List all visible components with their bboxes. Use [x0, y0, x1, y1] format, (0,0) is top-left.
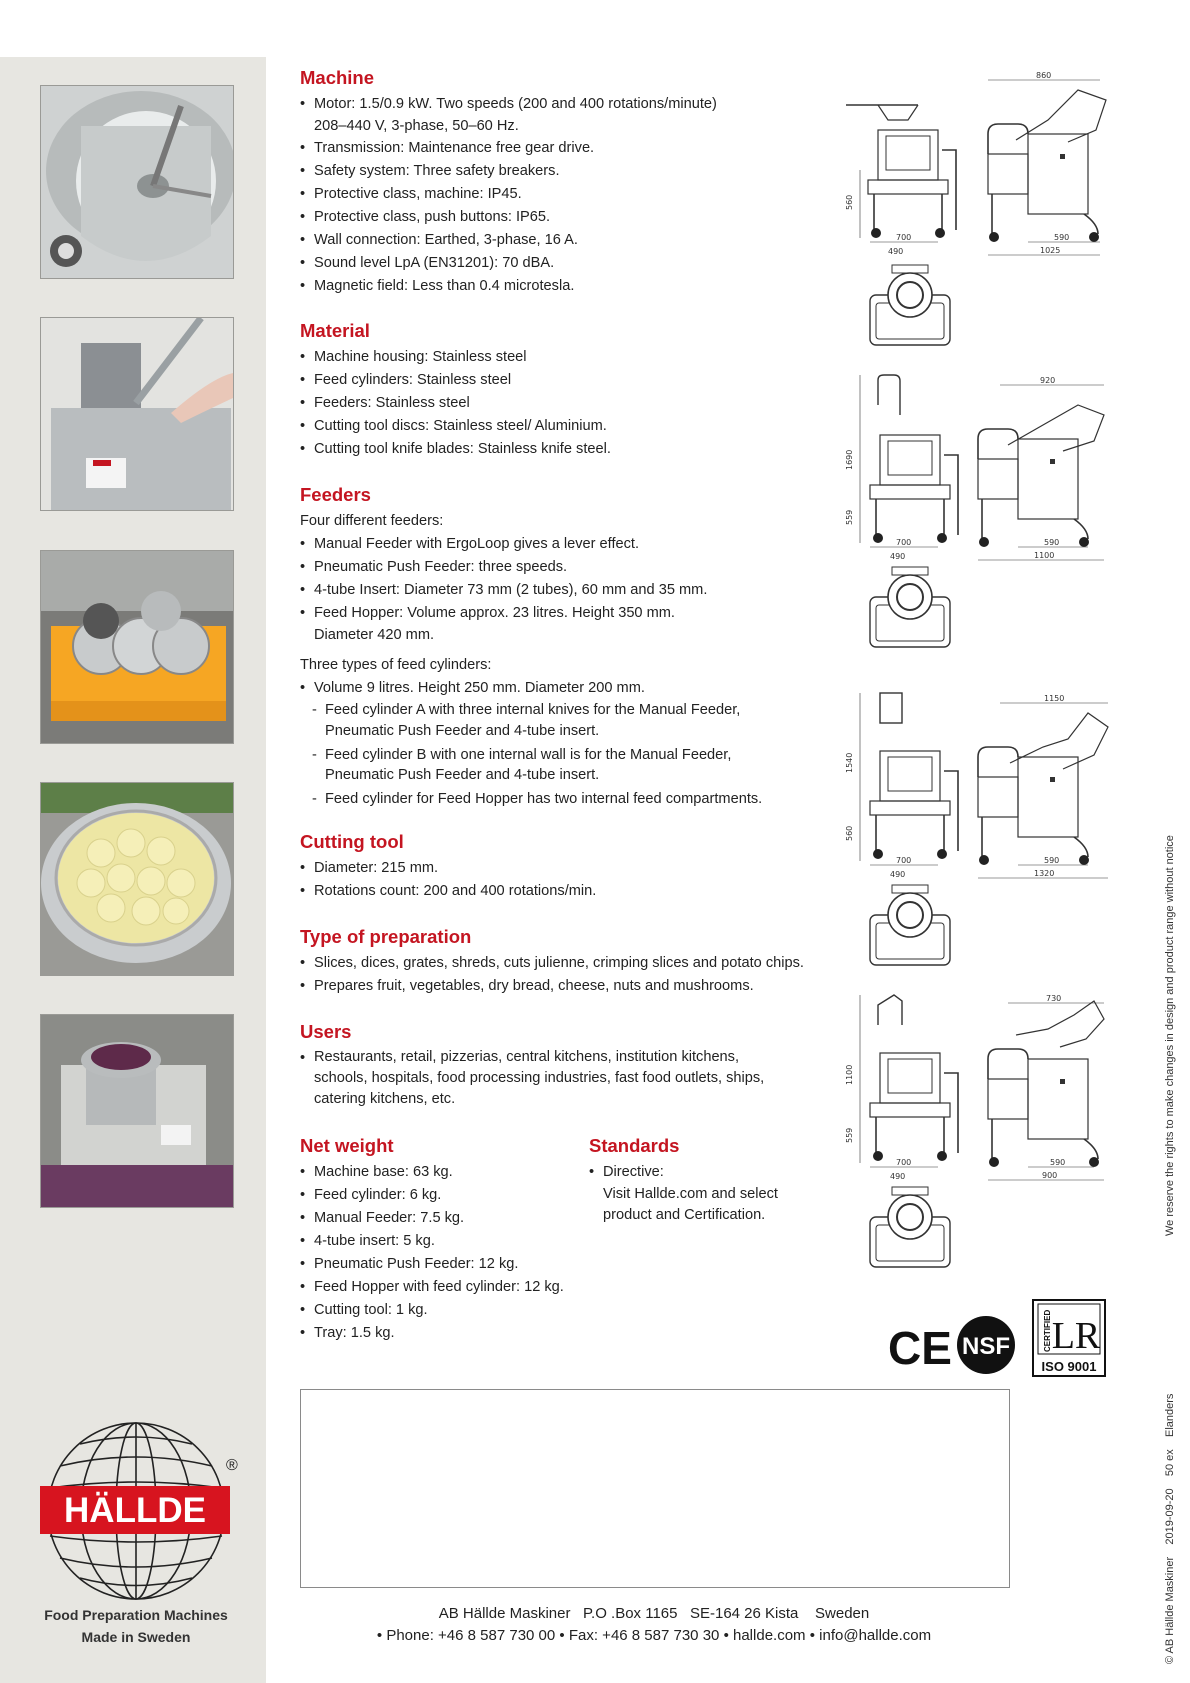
- feeders-intro: Four different feeders:: [300, 513, 444, 529]
- preparation-item: • Prepares fruit, vegetables, dry bread, cheese, nuts and mushrooms.: [300, 975, 900, 998]
- dim-3-left2: 560: [845, 825, 854, 841]
- users-heading: Users: [300, 1020, 352, 1042]
- weight-item: • 4-tube insert: 5 kg.: [300, 1230, 590, 1253]
- brand-name: HÄLLDE: [64, 1491, 206, 1530]
- dealer-contact-box: [300, 1389, 1010, 1588]
- drawing-4: [845, 994, 1104, 1267]
- photo-potatoes: [40, 782, 234, 976]
- dim-1-w1: 700: [896, 233, 912, 242]
- section-material: [300, 319, 860, 461]
- weight-item: • Feed Hopper with feed cylinder: 12 kg.: [300, 1276, 590, 1299]
- cylinder-item: • Volume 9 litres. Height 250 mm. Diameter 200 mm.: [300, 677, 860, 700]
- weight-item: • Cutting tool: 1 kg.: [300, 1299, 590, 1322]
- material-item: • Feeders: Stainless steel: [300, 392, 860, 415]
- dim-3-w1: 700: [896, 856, 912, 865]
- material-item: • Feed cylinders: Stainless steel: [300, 369, 860, 392]
- dim-4-top: 730: [1046, 994, 1062, 1003]
- drawing-2-top: [870, 567, 950, 647]
- cylinders-intro: Three types of feed cylinders:: [300, 657, 492, 673]
- machine-item: • Protective class, push buttons: IP65.: [300, 206, 860, 229]
- weight-item: • Pneumatic Push Feeder: 12 kg.: [300, 1253, 590, 1276]
- certification-marks: [888, 1298, 1108, 1378]
- dim-4-left: 1100: [845, 1064, 854, 1085]
- cylinder-type: - Feed cylinder A with three internal knives for the Manual Feeder, Pneumatic Push Feeder and 4-tube insert.: [312, 700, 860, 742]
- fax: Fax: +46 8 587 730 30: [568, 1627, 720, 1644]
- drawing-3: [845, 693, 1108, 965]
- dim-3-left: 1540: [845, 752, 854, 773]
- dim-1-top: 860: [1036, 71, 1052, 80]
- section-machine: [300, 66, 860, 298]
- dim-1-left: 560: [845, 194, 854, 210]
- machine-item: • Protective class, machine: IP45.: [300, 183, 860, 206]
- cylinder-type: - Feed cylinder for Feed Hopper has two internal feed compartments.: [312, 789, 860, 810]
- drawing-4-top: [870, 1187, 950, 1267]
- weight-item: • Feed cylinder: 6 kg.: [300, 1184, 590, 1207]
- section-users: [300, 1020, 860, 1110]
- dim-4-base: 490: [890, 1172, 906, 1181]
- section-feeders: [300, 483, 860, 810]
- machine-item: • Safety system: Three safety breakers.: [300, 160, 860, 183]
- machine-item: • Wall connection: Earthed, 3-phase, 16 A.: [300, 229, 860, 252]
- contact-line: • Phone: +46 8 587 730 00 • Fax: +46 8 587 730 30 • hallde.com • info@hallde.com: [376, 1627, 932, 1644]
- dim-2-base: 490: [890, 552, 906, 561]
- print-info: © AB Hällde Maskiner 2019-09-20 50 ex Elanders: [1164, 1393, 1176, 1664]
- dim-4-w2: 590: [1050, 1158, 1066, 1167]
- cutting-tool-heading: Cutting tool: [300, 830, 404, 852]
- drawing-2: [845, 375, 1104, 647]
- registered-mark: ®: [226, 1457, 238, 1474]
- drawing-1: [845, 71, 1106, 345]
- dim-2-w2: 590: [1044, 538, 1060, 547]
- material-heading: Material: [300, 320, 370, 341]
- users-item: • Restaurants, retail, pizzerias, central kitchens, institution kitchens, schools, hospitals, food processing industries, fast food outlets, ships, catering kitchens, etc.: [300, 1047, 860, 1110]
- dim-2-left2: 559: [845, 509, 854, 525]
- ce-mark: CE: [888, 1322, 952, 1374]
- photo-manual-feeder: [40, 317, 234, 511]
- preparation-item: • Slices, dices, grates, shreds, cuts julienne, crimping slices and potato chips.: [300, 952, 900, 975]
- weight-item: • Manual Feeder: 7.5 kg.: [300, 1207, 590, 1230]
- feeder-item: • Pneumatic Push Feeder: three speeds.: [300, 556, 860, 579]
- section-cutting-tool: [300, 830, 860, 903]
- photo-cutting-tools: [40, 550, 234, 744]
- drawing-2-side: [978, 429, 1089, 547]
- dim-2-left: 1690: [845, 449, 854, 470]
- feeder-item: • 4-tube Insert: Diameter 73 mm (2 tubes), 60 mm and 35 mm.: [300, 579, 860, 602]
- iso-9001-mark: [1033, 1300, 1105, 1376]
- photo-red-cabbage: [40, 1014, 234, 1208]
- spec-content: [300, 66, 860, 1354]
- dim-1-w3: 1025: [1040, 246, 1061, 255]
- svg-text:NSF: NSF: [962, 1333, 1010, 1360]
- dim-1-base: 490: [888, 247, 904, 256]
- machine-item: • Motor: 1.5/0.9 kW. Two speeds (200 and 400 rotations/minute) 208–440 V, 3-phase, 50–60 Hz.: [300, 93, 860, 137]
- section-standards: [589, 1134, 829, 1226]
- preparation-heading: Type of preparation: [300, 925, 472, 947]
- drawing-3-front: [870, 751, 958, 859]
- dim-3-top: 1150: [1044, 694, 1065, 703]
- net-weight-heading: Net weight: [300, 1134, 394, 1156]
- photo-feed-cylinder: [40, 85, 234, 279]
- dim-1-w2: 590: [1054, 233, 1070, 242]
- cutting-tool-item: • Rotations count: 200 and 400 rotations/min.: [300, 880, 860, 903]
- material-item: • Cutting tool discs: Stainless steel/ Aluminium.: [300, 415, 860, 438]
- drawing-4-side: [988, 1049, 1099, 1167]
- website-link[interactable]: hallde.com: [733, 1627, 806, 1644]
- machine-heading: Machine: [300, 67, 375, 88]
- technical-drawings: [838, 70, 1128, 1310]
- standards-heading: Standards: [589, 1134, 680, 1156]
- footer-address: [300, 1603, 1008, 1647]
- tagline-line2: Made in Sweden: [81, 1629, 191, 1645]
- section-net-weight: [300, 1134, 590, 1345]
- weight-standards-row: [300, 1134, 860, 1354]
- disclaimer-note: We reserve the rights to make changes in design and product range without notice: [1164, 835, 1176, 1236]
- dim-3-base: 490: [890, 870, 906, 879]
- cutting-tool-item: • Diameter: 215 mm.: [300, 857, 860, 880]
- weight-item: • Machine base: 63 kg.: [300, 1161, 590, 1184]
- tagline: [20, 1604, 252, 1648]
- feeders-heading: Feeders: [300, 484, 371, 505]
- weight-item: • Tray: 1.5 kg.: [300, 1322, 590, 1345]
- section-preparation: [300, 925, 860, 998]
- drawing-1-top: [870, 265, 950, 345]
- dim-4-w1: 700: [896, 1158, 912, 1167]
- cylinder-type: - Feed cylinder B with one internal wall is for the Manual Feeder, Pneumatic Push Feeder and 4-tube insert.: [312, 745, 860, 787]
- svg-text:LR: LR: [1051, 1315, 1101, 1357]
- hallde-logo: [38, 1418, 248, 1604]
- drawing-2-front: [870, 435, 958, 543]
- standards-item: • Directive: Visit Hallde.com and select product and Certification.: [589, 1161, 829, 1226]
- dim-3-w2: 590: [1044, 856, 1060, 865]
- drawing-4-front: [870, 1053, 958, 1161]
- material-item: • Cutting tool knife blades: Stainless knife steel.: [300, 438, 860, 461]
- material-item: • Machine housing: Stainless steel: [300, 346, 860, 369]
- dim-3-w3: 1320: [1034, 869, 1055, 878]
- feeder-item: • Manual Feeder with ErgoLoop gives a lever effect.: [300, 533, 860, 556]
- drawing-1-front: [868, 130, 956, 238]
- dim-4-w3: 900: [1042, 1171, 1058, 1180]
- phone: Phone: +46 8 587 730 00: [386, 1627, 556, 1644]
- nsf-mark: [957, 1316, 1015, 1374]
- email-link[interactable]: info@hallde.com: [819, 1627, 932, 1644]
- machine-item: • Transmission: Maintenance free gear drive.: [300, 137, 860, 160]
- svg-text:ISO 9001: ISO 9001: [1041, 1359, 1097, 1374]
- dim-2-w1: 700: [896, 538, 912, 547]
- company-address: AB Hällde Maskiner P.O .Box 1165 SE-164 26 Kista Sweden: [438, 1605, 870, 1622]
- drawing-3-top: [870, 885, 950, 965]
- machine-item: • Sound level LpA (EN31201): 70 dBA.: [300, 252, 860, 275]
- tagline-line1: Food Preparation Machines: [44, 1607, 228, 1623]
- svg-text:CERTIFIED: CERTIFIED: [1043, 1309, 1052, 1352]
- dim-2-w3: 1100: [1034, 551, 1055, 560]
- feeder-item: • Feed Hopper: Volume approx. 23 litres. Height 350 mm. Diameter 420 mm.: [300, 602, 860, 646]
- machine-item: • Magnetic field: Less than 0.4 microtesla.: [300, 275, 860, 298]
- drawing-1-side: [988, 124, 1099, 242]
- dim-2-top: 920: [1040, 376, 1056, 385]
- dim-4-left2: 559: [845, 1127, 854, 1143]
